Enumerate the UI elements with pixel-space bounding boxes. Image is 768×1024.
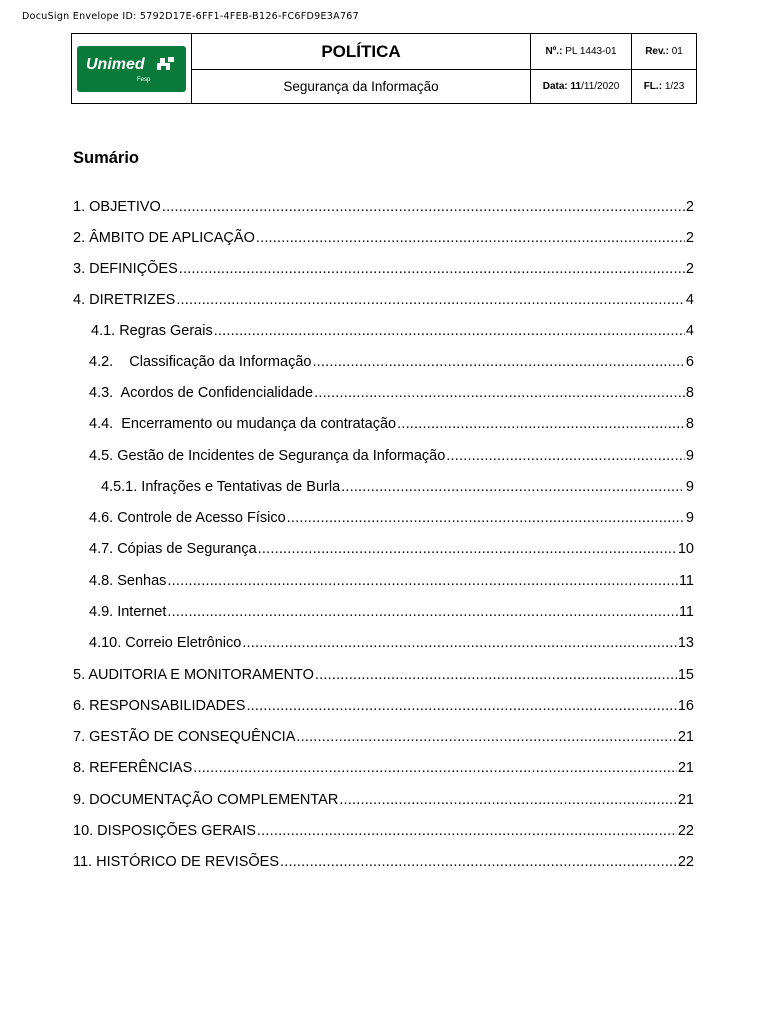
toc-entry-label: 3. DEFINIÇÕES — [73, 261, 178, 277]
toc-entry-label: 5. AUDITORIA E MONITORAMENTO — [73, 667, 314, 683]
toc-entry-page: 2 — [685, 230, 694, 246]
revision-label: Rev.: — [645, 46, 669, 57]
number-value: PL 1443-01 — [565, 46, 617, 57]
toc-entry[interactable] — [89, 540, 694, 558]
document-title: POLÍTICA — [192, 34, 531, 70]
toc-entry-page: 2 — [685, 261, 694, 277]
toc-entry-leader-dots — [256, 229, 685, 247]
toc-entry-page: 4 — [685, 292, 694, 308]
toc-entry-label: 4.9. Internet — [89, 604, 167, 620]
toc-entry-leader-dots — [214, 322, 685, 340]
toc-entry-page: 9 — [685, 510, 694, 526]
toc-entry-label: 10. DISPOSIÇÕES GERAIS — [73, 823, 256, 839]
toc-entry-page: 21 — [677, 760, 694, 776]
toc-entry-label: 1. OBJETIVO — [73, 199, 161, 215]
toc-entry[interactable] — [101, 478, 694, 496]
toc-entry-page: 9 — [685, 448, 694, 464]
toc-entry-leader-dots — [314, 384, 685, 402]
toc-entry-page: 4 — [685, 323, 694, 339]
toc-entry[interactable] — [89, 634, 694, 652]
toc-entry-leader-dots — [179, 260, 685, 278]
toc-entry[interactable] — [89, 447, 694, 465]
toc-entry-leader-dots — [312, 353, 684, 371]
date-value-day: 11 — [570, 81, 582, 92]
toc-entry[interactable] — [73, 697, 694, 715]
docusign-envelope-id: DocuSign Envelope ID: 5792D17E-6FF1-4FEB-B126-FC6FD9E3A767 — [22, 11, 359, 22]
toc-entry-page: 21 — [677, 729, 694, 745]
date-label: Data: — [542, 81, 568, 92]
toc-entry-label: 4.5.1. Infrações e Tentativas de Burla — [101, 479, 341, 495]
toc-entry-leader-dots — [315, 666, 677, 684]
toc-entry-label: 7. GESTÃO DE CONSEQUÊNCIA — [73, 729, 296, 745]
toc-entry-page: 8 — [685, 385, 694, 401]
toc-entry-leader-dots — [193, 759, 677, 777]
toc-entry-page: 2 — [685, 199, 694, 215]
toc-entry[interactable] — [73, 853, 694, 871]
toc-entry-page: 22 — [677, 823, 694, 839]
toc-entry-page: 11 — [678, 573, 694, 589]
sheet-value: 1/23 — [664, 81, 685, 92]
toc-entry-label: 4.7. Cópias de Segurança — [89, 541, 257, 557]
document-subtitle: Segurança da Informação — [192, 70, 531, 104]
toc-entry[interactable] — [89, 509, 694, 527]
toc-entry[interactable] — [73, 198, 694, 216]
toc-entry-label: 4.4. Encerramento ou mudança da contratação — [89, 416, 397, 432]
toc-entry[interactable] — [73, 229, 694, 247]
number-label: Nº.: — [545, 46, 563, 57]
toc-entry[interactable] — [89, 384, 694, 402]
toc-entry-leader-dots — [167, 603, 678, 621]
toc-entry-label: 4.5. Gestão de Incidentes de Segurança da Informação — [89, 448, 446, 464]
toc-entry-leader-dots — [397, 415, 685, 433]
toc-entry-leader-dots — [257, 822, 677, 840]
toc-entry-leader-dots — [287, 509, 685, 527]
toc-entry-label: 6. RESPONSABILIDADES — [73, 698, 246, 714]
logo-text: Unimed — [86, 55, 145, 73]
toc-entry-label: 4.1. Regras Gerais — [91, 323, 213, 339]
toc-entry-page: 22 — [677, 854, 694, 870]
toc-entry-leader-dots — [280, 853, 677, 871]
toc-entry-page: 10 — [677, 541, 694, 557]
toc-entry[interactable] — [73, 666, 694, 684]
toc-entry-leader-dots — [176, 291, 685, 309]
toc-entry-leader-dots — [446, 447, 685, 465]
summary-title: Sumário — [73, 149, 140, 167]
date-value-rest: /11/2020 — [581, 81, 620, 92]
toc-entry-leader-dots — [258, 540, 677, 558]
toc-entry-leader-dots — [339, 791, 677, 809]
toc-entry[interactable] — [73, 728, 694, 746]
toc-entry[interactable] — [73, 291, 694, 309]
toc-entry-leader-dots — [246, 697, 676, 715]
toc-entry-leader-dots — [162, 198, 685, 216]
toc-entry-label: 4.8. Senhas — [89, 573, 167, 589]
logo-subtitle: Fesp — [137, 76, 151, 83]
toc-entry-label: 4. DIRETRIZES — [73, 292, 176, 308]
toc-entry-page: 6 — [685, 354, 694, 370]
sheet-label: FL.: — [643, 81, 663, 92]
toc-entry[interactable] — [89, 572, 694, 590]
toc-entry-label: 11. HISTÓRICO DE REVISÕES — [73, 854, 280, 870]
toc-entry-label: 8. REFERÊNCIAS — [73, 760, 193, 776]
toc-entry-leader-dots — [242, 634, 677, 652]
toc-entry[interactable] — [91, 322, 694, 340]
toc-entry-leader-dots — [341, 478, 685, 496]
toc-entry[interactable] — [73, 791, 694, 809]
toc-entry[interactable] — [89, 415, 694, 433]
toc-entry[interactable] — [89, 353, 694, 371]
toc-entry-page: 15 — [677, 667, 694, 683]
toc-entry[interactable] — [73, 260, 694, 278]
toc-entry-leader-dots — [167, 572, 678, 590]
toc-entry[interactable] — [89, 603, 694, 621]
toc-entry-page: 21 — [677, 792, 694, 808]
toc-entry[interactable] — [73, 759, 694, 777]
toc-entry-label: 2. ÂMBITO DE APLICAÇÃO — [73, 230, 255, 246]
toc-entry[interactable] — [73, 822, 694, 840]
toc-entry-label: 4.2. Classificação da Informação — [89, 354, 312, 370]
revision-value: 01 — [671, 46, 683, 57]
toc-entry-leader-dots — [296, 728, 676, 746]
toc-entry-page: 16 — [677, 698, 694, 714]
toc-entry-label: 4.6. Controle de Acesso Físico — [89, 510, 286, 526]
toc-entry-page: 9 — [685, 479, 694, 495]
toc-entry-page: 11 — [678, 604, 694, 620]
toc-entry-label: 4.3. Acordos de Confidencialidade — [89, 385, 314, 401]
toc-entry-page: 13 — [677, 635, 694, 651]
toc-entry-label: 9. DOCUMENTAÇÃO COMPLEMENTAR — [73, 792, 339, 808]
toc-entry-page: 8 — [685, 416, 694, 432]
toc-entry-label: 4.10. Correio Eletrônico — [89, 635, 242, 651]
